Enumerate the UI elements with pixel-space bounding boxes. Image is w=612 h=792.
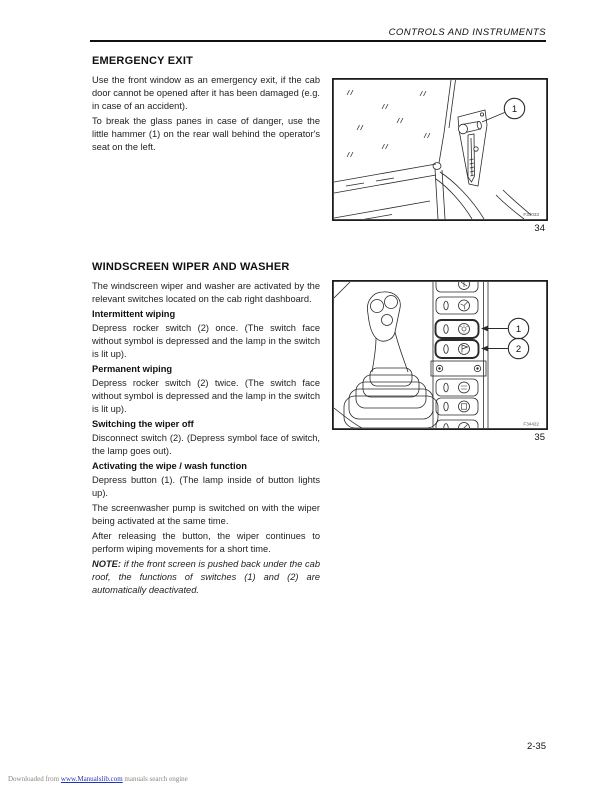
- footer: [8, 775, 188, 783]
- paragraph: Depress rocker switch (2) once. (The switch face without symbol is depressed and the lamp in the switch is lit up).: [92, 323, 320, 359]
- paragraph: Depress button (1). (The lamp inside of button lights up).: [92, 475, 320, 498]
- paragraph: The windscreen wiper and washer are activated by the relevant switches located on the cab right dashboard.: [92, 281, 320, 304]
- callout-2-label: 2: [515, 344, 522, 355]
- note-label: NOTE:: [92, 559, 121, 569]
- section-emergency-exit: [92, 55, 320, 156]
- figure-34: [332, 78, 548, 234]
- manualslib-link[interactable]: www.Manualslib.com: [60, 775, 123, 783]
- figure-35-number: 35: [534, 432, 545, 443]
- footer-suffix: manuals search engine: [124, 775, 188, 783]
- cab-rear-window-drawing: [332, 78, 548, 221]
- subheading-permanent-wiping: Permanent wiping: [92, 364, 173, 374]
- dashboard-switches-drawing: [332, 280, 548, 430]
- subheading-intermittent-wiping: Intermittent wiping: [92, 309, 176, 319]
- figure-code: F34422: [523, 421, 539, 427]
- section-title-windscreen-wiper: WINDSCREEN WIPER AND WASHER: [92, 261, 290, 273]
- paragraph: Use the front window as an emergency exit, if the cab door cannot be opened after it has been damaged (e.g. in case of an accident).: [92, 75, 320, 111]
- note-body: if the front screen is pushed back under the cab roof, the functions of switches (1) and (2) are automatically deactivated.: [92, 559, 320, 595]
- page-number: 2-35: [526, 741, 546, 752]
- footer-prefix: Downloaded from: [8, 775, 60, 783]
- paragraph: Disconnect switch (2). (Depress symbol face of switch, the lamp goes out).: [92, 433, 320, 456]
- note-paragraph: [92, 558, 320, 597]
- subheading-wipe-wash: Activating the wipe / wash function: [92, 461, 247, 471]
- figure-35: [332, 280, 548, 443]
- paragraph: The screenwasher pump is switched on with the wiper being activated at the same time.: [92, 503, 320, 526]
- section-title-emergency-exit: EMERGENCY EXIT: [92, 55, 194, 67]
- section-windscreen-wiper: [92, 261, 320, 599]
- paragraph: After releasing the button, the wiper continues to perform wiping movements for a short time.: [92, 531, 320, 554]
- figure-code: F34033: [523, 212, 539, 217]
- callout-1-label: 1: [515, 324, 522, 335]
- header-rule: [90, 40, 546, 42]
- figure-34-number: 34: [534, 223, 545, 234]
- paragraph: To break the glass panes in case of danger, use the little hammer (1) on the rear wall behind the operator's seat on the left.: [92, 116, 320, 152]
- subheading-switching-off: Switching the wiper off: [92, 419, 194, 429]
- running-header: CONTROLS AND INSTRUMENTS: [388, 27, 546, 38]
- callout-1-label: 1: [511, 104, 518, 115]
- paragraph: Depress rocker switch (2) twice. (The switch face without symbol is depressed and the lamp in the switch is lit up).: [92, 378, 320, 414]
